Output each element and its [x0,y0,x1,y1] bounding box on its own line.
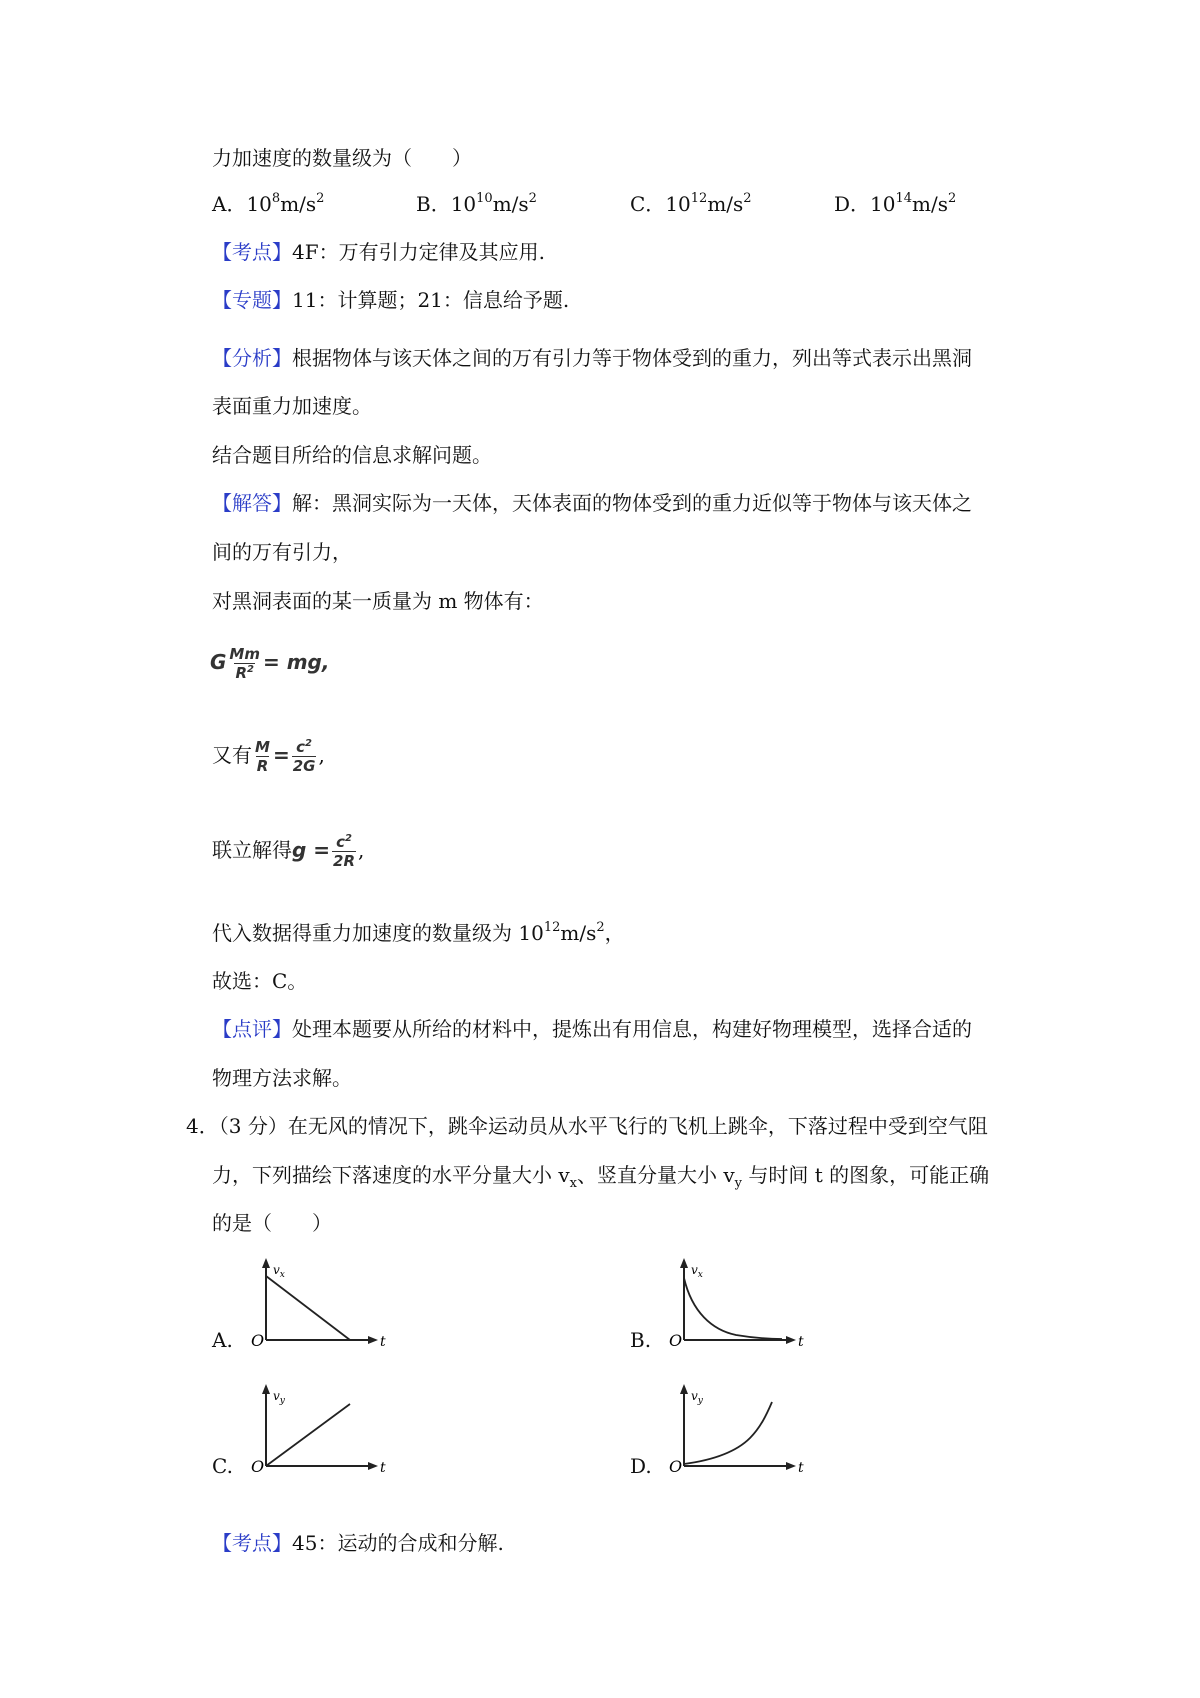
option-a: A．$10^8m/s^2$ [212,191,325,216]
kaodian-tag: 【考点】 [212,240,292,264]
intro-line: 力加速度的数量级为（ ） [212,146,472,170]
graph-b-label: B. [630,1328,652,1352]
fenxi-tag: 【分析】 [212,346,292,370]
jieda-line-1: 【解答】解：黑洞实际为一天体，天体表面的物体受到的重力近似等于物体与该天体之 [212,491,972,515]
option-d: D．$10^{14}m/s^2$ [834,191,957,216]
option-c: C．$10^{12}m/s^2$ [630,191,752,216]
graph-a-origin: O [251,1331,265,1350]
q4-kaodian-tag: 【考点】 [212,1531,292,1555]
fenxi-line-1: 【分析】根据物体与该天体之间的万有引力等于物体受到的重力，列出等式表示出黑洞 [212,346,972,370]
graph-d-y-label: $v_y$ [691,1389,703,1406]
graph-b [664,1256,804,1356]
zhuanti-line: 【专题】11：计算题；21：信息给予题. [212,288,570,312]
dianping-line-2: 物理方法求解。 [212,1066,352,1090]
graph-c [246,1382,386,1482]
result-line: 代入数据得重力加速度的数量级为 $10^{12}m/s^2$， [212,920,625,945]
graph-d [664,1382,804,1482]
dianping-tag: 【点评】 [212,1017,292,1041]
q4-line-2: 力，下列描绘下落速度的水平分量大小 $v_x$、竖直分量大小 $v_y$ 与时间 t 的图象，可能正确 [212,1163,990,1191]
graph-b-y-label: $v_x$ [691,1263,703,1280]
q4-number: 4． [186,1114,219,1138]
fenxi-line-2: 表面重力加速度。 [212,394,372,418]
graph-a [246,1256,386,1356]
graph-b-curve [684,1278,782,1339]
graph-a-label: A. [212,1328,233,1352]
graph-c-label: C. [212,1454,233,1478]
graph-a-x-label: t [380,1334,386,1350]
choice-line: 故选：C。 [212,969,308,993]
jieda-tag: 【解答】 [212,491,292,515]
fenxi-line-3: 结合题目所给的信息求解问题。 [212,443,492,467]
graph-d-label: D. [630,1454,652,1478]
q4-kaodian-line: 【考点】45：运动的合成和分解. [212,1531,504,1555]
equation-2: 又有 $\frac{M}{R}$ = $\frac{c^2}{2G}$ , [212,738,325,775]
graph-c-y-label: $v_y$ [273,1389,285,1406]
q4-line-3: 的是（ ） [212,1211,332,1235]
graph-b-origin: O [669,1331,683,1350]
jieda-line-2: 间的万有引力， [212,540,352,564]
jieda-line-3: 对黑洞表面的某一质量为 m 物体有： [212,589,544,613]
graph-d-curve [684,1402,772,1464]
graph-d-origin: O [669,1457,683,1476]
kaodian-line: 【考点】4F：万有引力定律及其应用. [212,240,545,264]
graph-a-curve [266,1276,350,1340]
graph-d-x-label: t [798,1460,804,1476]
dianping-line-1: 【点评】处理本题要从所给的材料中，提炼出有用信息，构建好物理模型，选择合适的 [212,1017,972,1041]
graph-c-x-label: t [380,1460,386,1476]
q4-line-1: 4．（3 分）在无风的情况下，跳伞运动员从水平飞行的飞机上跳伞，下落过程中受到空气阻 [186,1114,988,1138]
graph-c-curve [266,1404,350,1466]
zhuanti-tag: 【专题】 [212,288,292,312]
equation-3: 联立解得g = $\frac{c^2}{2R}$ , [212,833,365,870]
option-b: B．$10^{10}m/s^2$ [416,191,537,216]
graph-a-y-label: $v_x$ [273,1263,285,1280]
graph-c-origin: O [251,1457,265,1476]
equation-1: G $\frac{Mm}{R^2}$ = mg, [210,645,330,682]
graph-b-x-label: t [798,1334,804,1350]
